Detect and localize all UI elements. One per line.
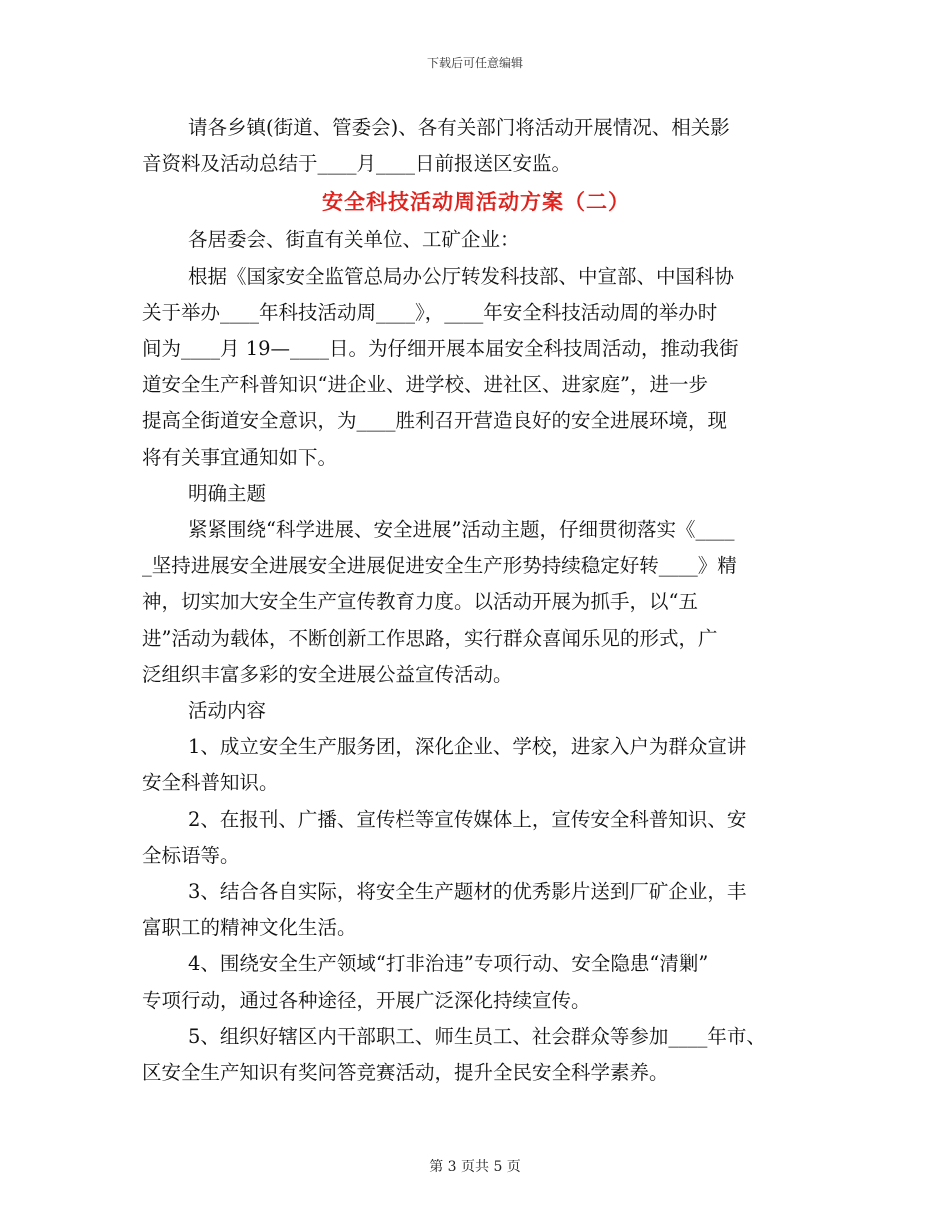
- text-line: 2、在报刊、广播、宣传栏等宣传媒体上，宣传安全科普知识、安: [188, 807, 747, 831]
- document-body: [142, 110, 810, 1091]
- page-number: 第 3 页共 5 页: [429, 1159, 521, 1175]
- text-line: 进”活动为载体，不断创新工作思路，实行群众喜闻乐见的形式，广: [142, 626, 718, 650]
- list-item-4: [142, 946, 810, 1018]
- document-title: 安全科技活动周活动方案（二）: [322, 189, 630, 215]
- text-line: 安全科普知识。: [142, 771, 279, 795]
- text-line: 明确主题: [188, 481, 267, 505]
- text-line: 间为____月 19—____日。为仔细开展本届安全科技周活动，推动我街: [142, 337, 739, 361]
- salutation: [142, 222, 810, 258]
- text-line: 紧紧围绕“科学进展、安全进展”活动主题，仔细贯彻落实《____: [188, 518, 735, 542]
- text-line: 全标语等。: [142, 843, 240, 867]
- text-line: 提高全街道安全意识，为____胜利召开营造良好的安全进展环境，现: [142, 409, 728, 433]
- text-line: 音资料及活动总结于____月____日前报送区安监。: [142, 152, 572, 176]
- text-line: 关于举办____年科技活动周____》，____年安全科技活动周的举办时: [142, 300, 718, 324]
- section-heading-content: [142, 693, 810, 729]
- page-header-note: 下载后可任意编辑: [426, 56, 523, 70]
- text-line: 神，切实加大安全生产宣传教育力度。以活动开展为抓手，以“五: [142, 590, 698, 614]
- text-line: 3、结合各自实际，将安全生产题材的优秀影片送到厂矿企业，丰: [188, 880, 747, 904]
- text-line: 各居委会、街直有关单位、工矿企业：: [188, 228, 520, 252]
- text-line: 根据《国家安全监管总局办公厅转发科技部、中宣部、中国科协: [188, 264, 735, 288]
- list-item-1: [142, 729, 810, 801]
- text-line: 将有关事宜通知如下。: [142, 445, 338, 469]
- text-line: _坚持进展安全进展安全进展促进安全生产形势持续稳定好转____》精: [142, 554, 737, 578]
- text-line: 请各乡镇(街道、管委会)、各有关部门将活动开展情况、相关影: [188, 116, 730, 139]
- section-heading-theme: [142, 476, 810, 512]
- list-item-2: [142, 802, 810, 874]
- paragraph-intro: [142, 259, 810, 476]
- text-line: 区安全生产知识有奖问答竞赛活动，提升全民安全科学素养。: [142, 1061, 669, 1085]
- text-line: 5、组织好辖区内干部职工、师生员工、社会群众等参加____年市、: [188, 1024, 766, 1048]
- text-line: 专项行动，通过各种途径，开展广泛深化持续宣传。: [142, 988, 591, 1012]
- list-item-3: [142, 874, 810, 946]
- text-line: 泛组织丰富多彩的安全进展公益宣传活动。: [142, 662, 513, 686]
- paragraph-report-deadline: [142, 110, 810, 182]
- text-line: 富职工的精神文化生活。: [142, 916, 357, 940]
- text-line: 道安全生产科普知识“进企业、进学校、进社区、进家庭”，进一步: [142, 373, 708, 397]
- text-line: 4、围绕安全生产领域“打非治违”专项行动、安全隐患“清剿”: [188, 952, 709, 976]
- text-line: 活动内容: [188, 699, 267, 723]
- list-item-5: [142, 1019, 810, 1091]
- text-line: 1、成立安全生产服务团，深化企业、学校，进家入户为群众宣讲: [188, 735, 747, 759]
- paragraph-theme: [142, 512, 810, 693]
